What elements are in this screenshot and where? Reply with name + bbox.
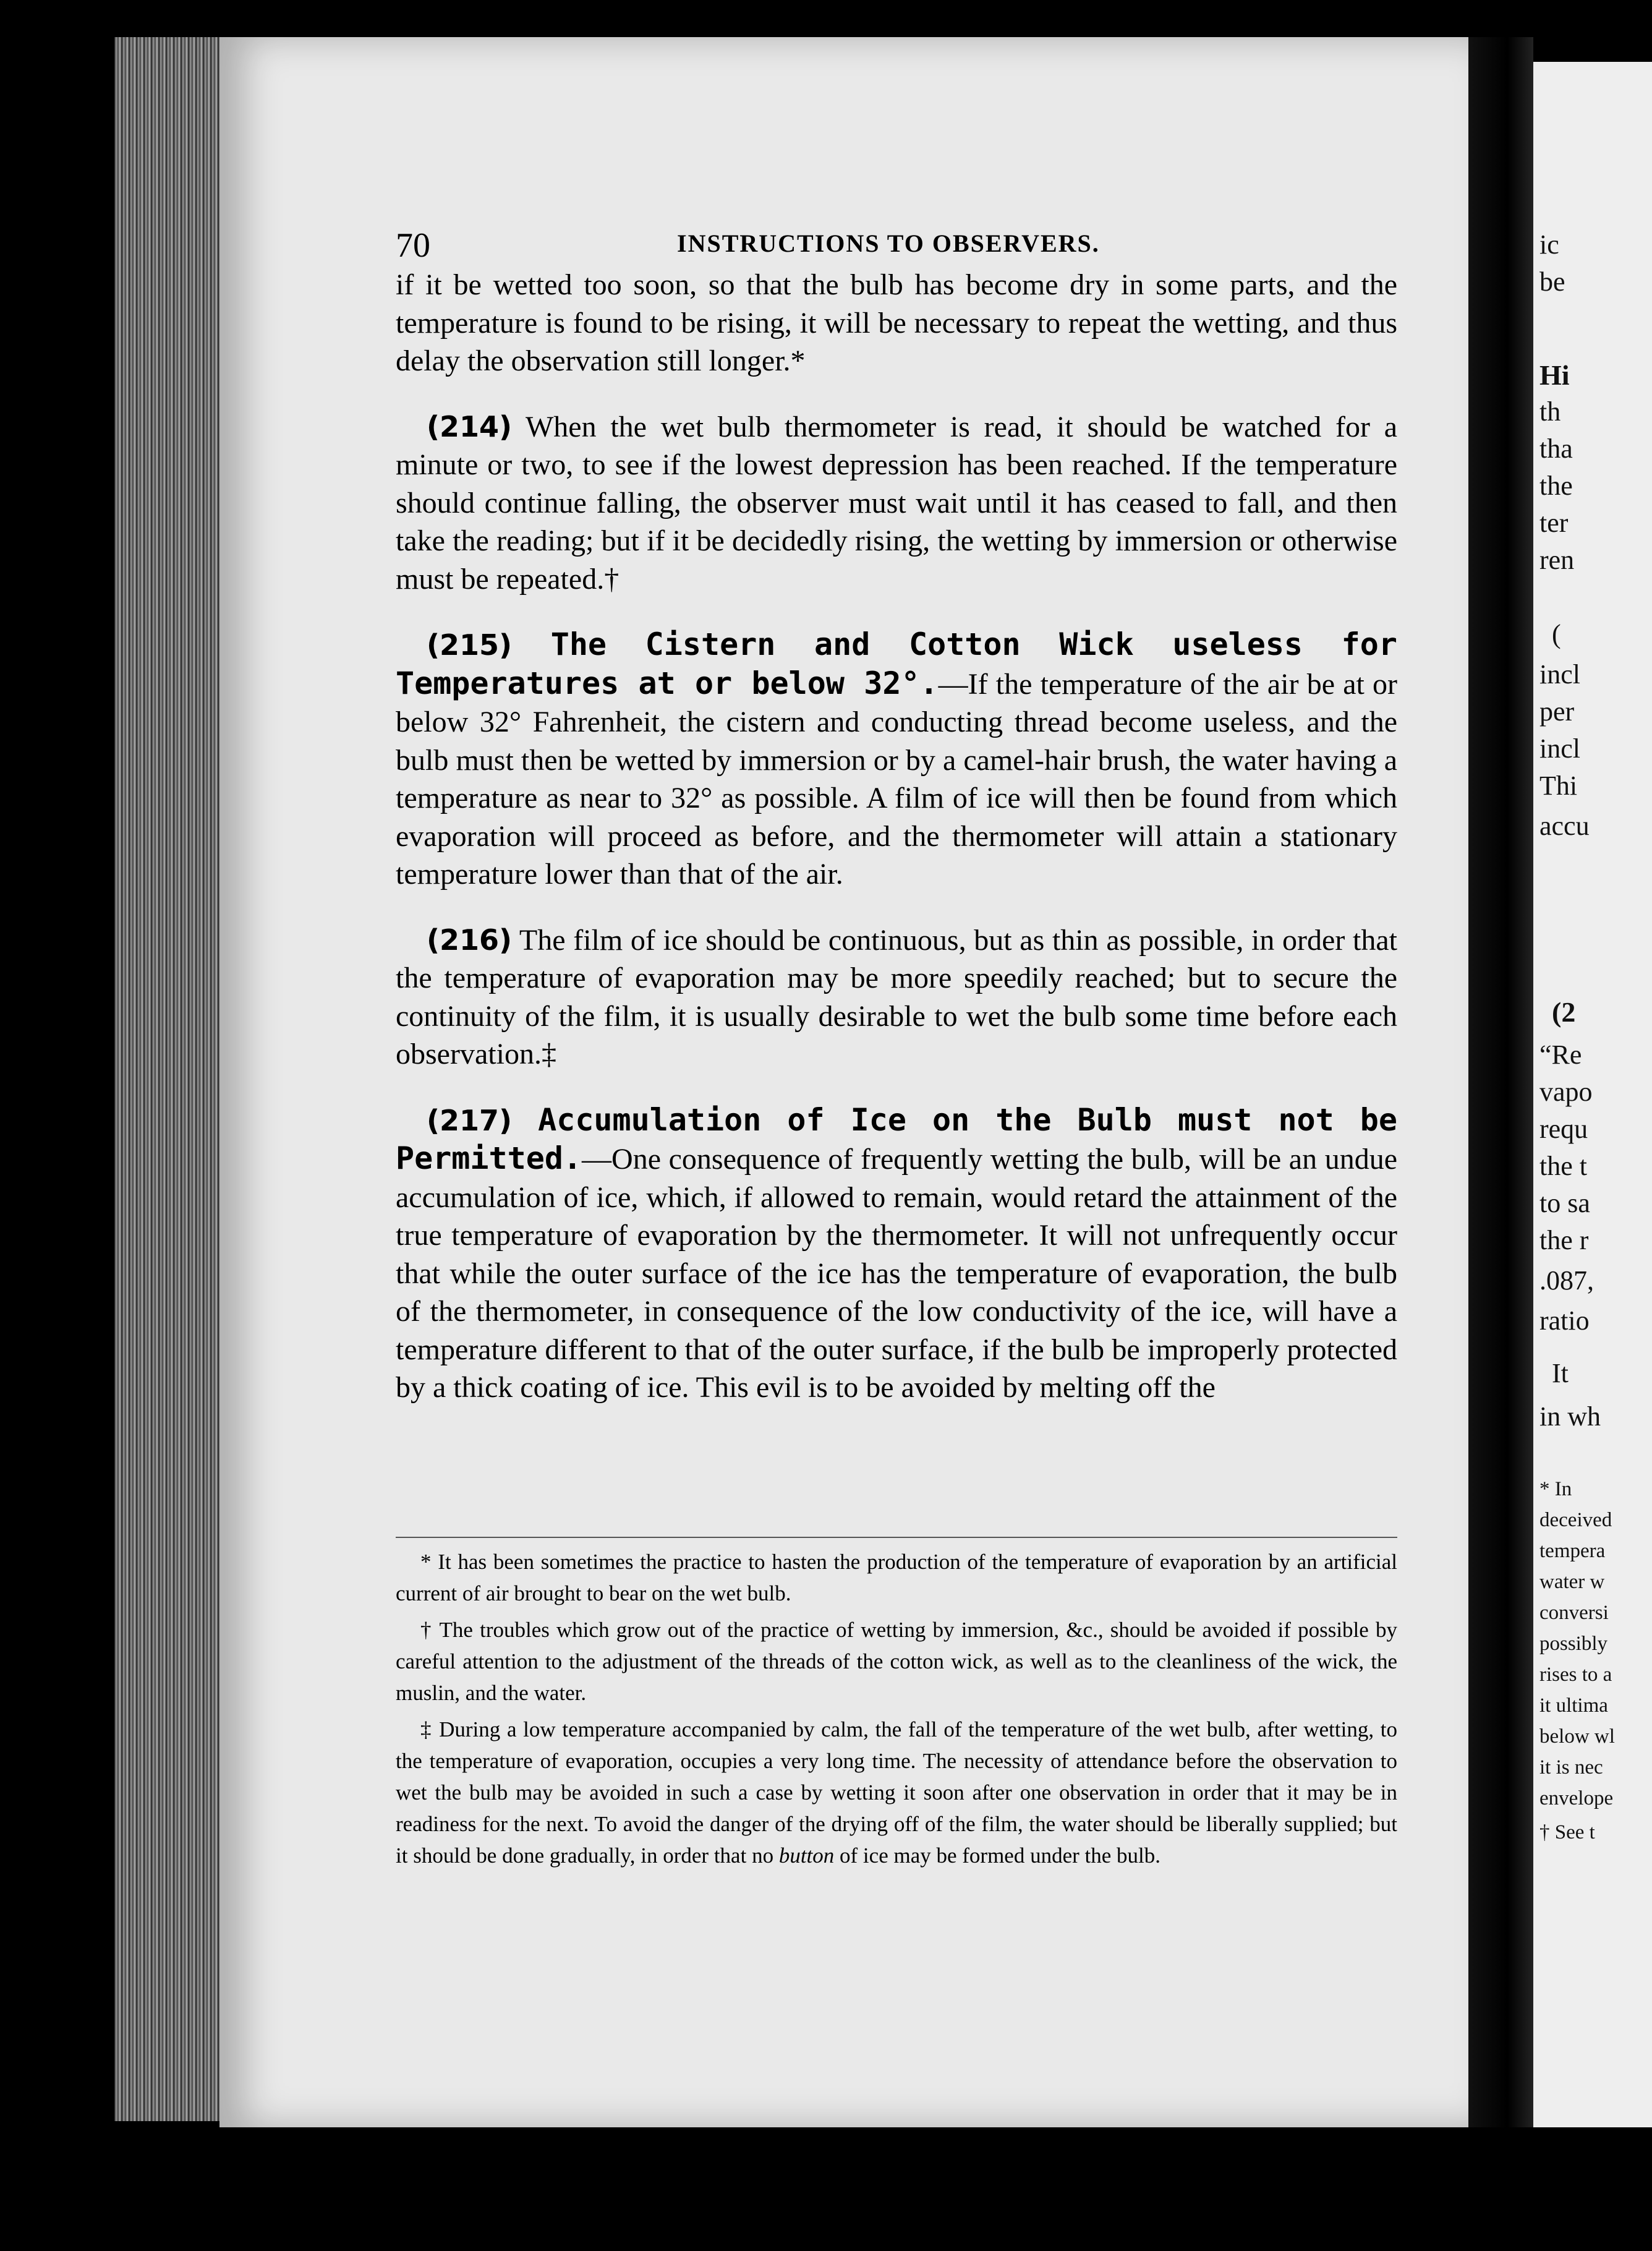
right-page-line: incl: [1539, 733, 1580, 764]
section-heading: Accumulation of Ice on the Bulb must not be Permitted.: [396, 1101, 1397, 1176]
paragraph-number: (215): [427, 628, 513, 662]
paragraph-214: [396, 408, 1397, 599]
right-page-line: envelope: [1539, 1787, 1614, 1809]
right-page-line: It: [1552, 1358, 1569, 1388]
right-page-line: * In: [1539, 1478, 1572, 1500]
right-page-line: (2: [1552, 996, 1576, 1028]
right-page-line: ratio: [1539, 1305, 1590, 1336]
right-page-line: Hi: [1539, 359, 1570, 391]
footnote-star: * It has been sometimes the practice to hasten the production of the temperature of evaporation by an artificial current of air brought to bear on the wet bulb.: [396, 1550, 1397, 1605]
right-page-line: accu: [1539, 811, 1590, 841]
paragraph-216: [396, 921, 1397, 1074]
right-page-line: ren: [1539, 545, 1575, 575]
footnote-double-dagger: [396, 1714, 1397, 1871]
paragraph-217: [396, 1101, 1397, 1407]
right-page-line: the r: [1539, 1225, 1589, 1255]
right-page-line: possibly: [1539, 1633, 1608, 1655]
right-page-line: ter: [1539, 508, 1569, 538]
book-edge: [114, 37, 226, 2121]
right-page-line: vapo: [1539, 1077, 1593, 1107]
running-head: INSTRUCTIONS TO OBSERVERS.: [677, 229, 1100, 257]
right-page-line: deceived: [1539, 1509, 1612, 1531]
footnote-text: ‡ During a low temperature accompanied by calm, the fall of the temperature of the wet bulb, after wetting, to the temperature of evaporation, occupies a very long time. The necessity of attendance before the observation to wet the bulb may be avoided in such a case by wetting it soon after one observation in order that it may be in readiness for the next. To avoid the danger of the drying off of the film, the water should be liberally supplied; but it should be done gradually, in order that no: [396, 1717, 1397, 1868]
right-page-line: the t: [1539, 1151, 1587, 1181]
paragraph-number: (217): [427, 1103, 513, 1137]
right-page-line: Thi: [1539, 771, 1578, 801]
footnotes: [396, 1546, 1397, 1876]
page-gutter: [1468, 37, 1533, 2127]
right-page-line: conversi: [1539, 1602, 1609, 1624]
paragraph-number: (214): [427, 409, 513, 443]
right-page-line: in wh: [1539, 1401, 1601, 1432]
paragraph-text: —One consequence of frequently wetting the bulb, will be an undue accumulation of ice, which, if allowed to remain, would retard the attainment of the true temperature of evaporation by the thermometer. It will not unfrequently occur that while the outer surface of the ice has the temperature of evaporation, the bulb of the thermometer, in consequence of the low conductivity of the ice, will have a temperature different to that of the outer surface, if the bulb be improperly protected by a thick coating of ice. This evil is to be avoided by melting off the: [396, 1143, 1397, 1404]
paragraph-text: The film of ice should be continuous, but as thin as possible, in order that the temperature of evaporation may be more speedily reached; but to secure the continuity of the film, it is usually desirable to wet the bulb some time before each observation.‡: [396, 923, 1397, 1070]
right-page-line: ic: [1539, 229, 1559, 260]
right-page-line: “Re: [1539, 1040, 1582, 1070]
right-page-line: it is nec: [1539, 1756, 1603, 1779]
footnote-text: of ice may be formed under the bulb.: [834, 1843, 1161, 1868]
right-page-line: requ: [1539, 1114, 1588, 1144]
paragraph-215: [396, 626, 1397, 894]
paragraph-continuation: [396, 266, 1397, 380]
right-page-line: be: [1539, 267, 1565, 297]
right-page-line: † See t: [1539, 1821, 1595, 1843]
paragraph-number: (216): [427, 923, 513, 957]
paragraph-text: —If the temperature of the air be at or below 32° Fahrenheit, the cistern and conducting thread become useless, and the bulb must then be wetted by immersion or by a camel-hair brush, the water having a temperature as near to 32° as possible. A film of ice will then be found from which evaporation will proceed as before, and the thermometer will attain a stationary temperature lower than that of the air.: [396, 667, 1397, 891]
right-page-line: per: [1539, 696, 1575, 727]
right-page-line: incl: [1539, 659, 1580, 690]
footnote-rule: [396, 1537, 1397, 1538]
opening-text: if it be wetted too soon, so that the bulb has become dry in some parts, and the temperature is found to be rising, it will be necessary to repeat the wetting, and thus delay the observation still longer.*: [396, 268, 1397, 377]
right-page-fragment: [1533, 62, 1652, 2127]
right-page-line: rises to a: [1539, 1664, 1612, 1686]
body-text: [396, 266, 1397, 1435]
footnote-italic-word: button: [778, 1843, 835, 1868]
footnote-dagger: † The troubles which grow out of the practice of wetting by immersion, &c., should be avoided if possible by careful attention to the adjustment of the threads of the cotton wick, as well as to the cleanliness of the wick, the muslin, and the water.: [396, 1618, 1397, 1705]
right-page-line: it ultima: [1539, 1694, 1608, 1717]
right-page-line: to sa: [1539, 1188, 1590, 1218]
right-page-line: th: [1539, 396, 1561, 427]
right-page-line: tha: [1539, 434, 1573, 464]
right-page-line: water w: [1539, 1571, 1605, 1593]
right-page-line: below wl: [1539, 1725, 1615, 1748]
paragraph-text: When the wet bulb thermometer is read, it should be watched for a minute or two, to see if the lowest depression has been reached. If the temperature should continue falling, the observer must wait until it has ceased to fall, and then take the reading; but if it be decidedly rising, the wetting by immersion or otherwise must be repeated.†: [396, 410, 1397, 596]
right-page-line: .087,: [1539, 1265, 1594, 1296]
right-page-line: (: [1552, 619, 1561, 649]
right-page-line: tempera: [1539, 1540, 1606, 1562]
page-number: 70: [396, 226, 430, 265]
section-heading: The Cistern and Cotton Wick useless for Temperatures at or below 32°.: [396, 626, 1397, 701]
right-page-line: the: [1539, 471, 1573, 501]
